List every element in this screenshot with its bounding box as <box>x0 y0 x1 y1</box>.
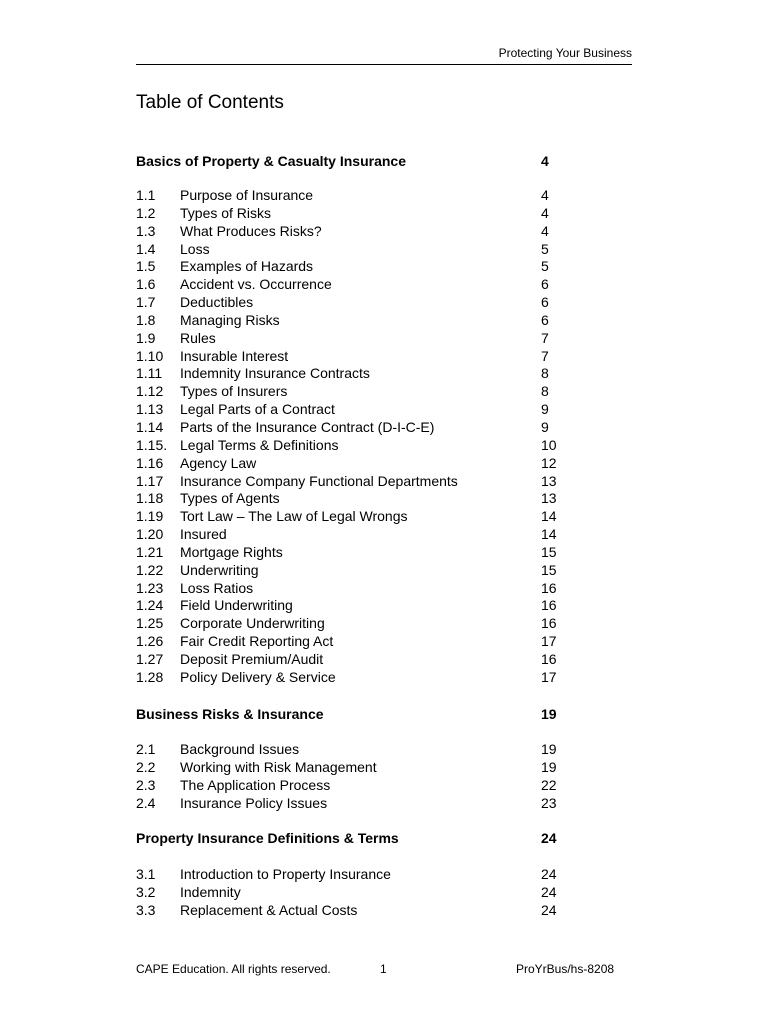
toc-entry-number: 1.25 <box>136 615 164 632</box>
toc-entry <box>136 669 566 687</box>
toc-entry-page: 14 <box>541 508 557 525</box>
toc-entry-title: Types of Agents <box>180 490 280 507</box>
toc-entry-title: Loss Ratios <box>180 579 254 596</box>
toc-entry-number: 1.22 <box>136 561 164 578</box>
toc-entry-title: Fair Credit Reporting Act <box>180 633 334 650</box>
toc-entry-page: 12 <box>541 454 557 471</box>
toc-entry-title: What Produces Risks? <box>180 222 322 239</box>
page-title: Table of Contents <box>136 92 284 113</box>
toc-entry-title: Deductibles <box>180 294 254 311</box>
toc-entry-number: 1.19 <box>136 508 164 525</box>
toc-entry-page: 16 <box>541 597 557 614</box>
toc-entry-title: Legal Parts of a Contract <box>180 401 335 418</box>
section-title: Property Insurance Definitions & Terms <box>136 830 399 846</box>
toc-entry <box>136 795 566 813</box>
toc-entry-page: 24 <box>541 866 557 882</box>
toc-entry-title: Rules <box>180 329 216 346</box>
toc-entry-number: 1.11 <box>136 365 163 382</box>
toc-entry <box>136 866 566 884</box>
section-title: Business Risks & Insurance <box>136 706 324 722</box>
toc-entry-page: 6 <box>541 276 549 293</box>
toc-entry-page: 17 <box>541 633 557 650</box>
toc-entry <box>136 223 566 241</box>
toc-entry <box>136 205 566 223</box>
toc-entry <box>136 490 566 508</box>
section-page-number: 4 <box>541 153 549 169</box>
toc-entry-page: 7 <box>541 329 549 346</box>
toc-entry <box>136 401 566 419</box>
toc-entry <box>136 330 566 348</box>
toc-entry <box>136 580 566 598</box>
toc-entry-number: 1.27 <box>136 650 164 667</box>
toc-entry-number: 1.2 <box>136 204 156 221</box>
toc-entry <box>136 741 566 759</box>
toc-entry-page: 22 <box>541 776 557 793</box>
toc-entry-number: 1.7 <box>136 294 156 311</box>
toc-entry-title: Tort Law – The Law of Legal Wrongs <box>180 508 408 525</box>
toc-entry-title: The Application Process <box>180 776 331 793</box>
toc-entry-number: 1.6 <box>136 276 156 293</box>
toc-entry <box>136 759 566 777</box>
toc-entry-number: 1.8 <box>136 311 156 328</box>
toc-entry-page: 8 <box>541 383 549 400</box>
toc-entry <box>136 294 566 312</box>
section-heading-2 <box>136 706 556 724</box>
toc-entry-number: 2.4 <box>136 794 156 811</box>
toc-entry-title: Working with Risk Management <box>180 758 377 775</box>
toc-list-section-2 <box>136 741 566 812</box>
toc-entry-title: Indemnity <box>180 883 241 900</box>
toc-entry-number: 2.2 <box>136 758 156 775</box>
toc-entry-page: 19 <box>541 758 557 775</box>
footer-copyright: CAPE Education. All rights reserved. <box>136 962 331 976</box>
toc-entry-number: 1.16 <box>136 454 164 471</box>
toc-entry <box>136 544 566 562</box>
toc-entry-number: 1.24 <box>136 597 164 614</box>
toc-entry-number: 1.4 <box>136 240 156 257</box>
toc-entry-title: Parts of the Insurance Contract (D-I-C-E) <box>180 418 435 435</box>
toc-entry-number: 3.3 <box>136 901 156 918</box>
toc-entry-page: 16 <box>541 650 557 667</box>
toc-entry <box>136 455 566 473</box>
toc-entry-title: Field Underwriting <box>180 597 293 614</box>
toc-entry-title: Legal Terms & Definitions <box>180 436 339 453</box>
toc-entry-page: 24 <box>541 901 557 918</box>
toc-entry-number: 1.12 <box>136 383 164 400</box>
page-footer <box>136 962 636 978</box>
section-title: Basics of Property & Casualty Insurance <box>136 153 406 169</box>
toc-entry <box>136 419 566 437</box>
toc-entry <box>136 884 566 902</box>
toc-entry-number: 1.17 <box>136 472 164 489</box>
toc-entry-title: Managing Risks <box>180 311 280 328</box>
toc-entry-title: Purpose of Insurance <box>180 187 314 203</box>
toc-entry-page: 24 <box>541 883 557 900</box>
toc-entry <box>136 241 566 259</box>
toc-entry-page: 17 <box>541 668 557 685</box>
toc-entry-page: 4 <box>541 187 549 203</box>
toc-entry-title: Mortgage Rights <box>180 543 283 560</box>
toc-entry <box>136 508 566 526</box>
toc-entry-page: 8 <box>541 365 549 382</box>
toc-entry-page: 5 <box>541 240 549 257</box>
toc-entry-title: Examples of Hazards <box>180 258 314 275</box>
toc-list-section-3 <box>136 866 566 920</box>
toc-entry-number: 1.9 <box>136 329 156 346</box>
toc-entry <box>136 365 566 383</box>
toc-entry-number: 1.3 <box>136 222 156 239</box>
toc-entry-page: 4 <box>541 204 549 221</box>
toc-entry <box>136 526 566 544</box>
toc-entry <box>136 437 566 455</box>
toc-entry <box>136 473 566 491</box>
toc-entry-number: 2.3 <box>136 776 156 793</box>
toc-entry-title: Insurance Policy Issues <box>180 794 328 811</box>
running-header-title: Protecting Your Business <box>498 46 632 60</box>
toc-entry-title: Replacement & Actual Costs <box>180 901 358 918</box>
section-heading-1 <box>136 153 556 171</box>
section-page-number: 24 <box>541 830 557 846</box>
toc-entry-number: 2.1 <box>136 741 156 757</box>
toc-entry-page: 16 <box>541 615 557 632</box>
toc-entry <box>136 615 566 633</box>
toc-entry-page: 9 <box>541 418 549 435</box>
toc-entry-page: 19 <box>541 741 557 757</box>
toc-entry <box>136 562 566 580</box>
toc-entry <box>136 258 566 276</box>
toc-entry-number: 1.23 <box>136 579 164 596</box>
toc-entry-number: 1.21 <box>136 543 164 560</box>
toc-entry-page: 5 <box>541 258 549 275</box>
toc-entry-title: Agency Law <box>180 454 257 471</box>
toc-entry-title: Types of Insurers <box>180 383 288 400</box>
toc-entry-number: 3.2 <box>136 883 156 900</box>
toc-entry-number: 1.15. <box>136 436 168 453</box>
toc-entry <box>136 348 566 366</box>
toc-list-section-1 <box>136 187 566 687</box>
toc-entry <box>136 651 566 669</box>
footer-doc-code: ProYrBus/hs-8208 <box>516 962 615 976</box>
toc-entry-title: Loss <box>180 240 210 257</box>
toc-entry-title: Underwriting <box>180 561 259 578</box>
toc-entry-title: Accident vs. Occurrence <box>180 276 332 293</box>
toc-entry-page: 7 <box>541 347 549 364</box>
toc-entry-number: 1.26 <box>136 633 164 650</box>
section-page-number: 19 <box>541 706 557 722</box>
toc-entry-title: Types of Risks <box>180 204 272 221</box>
page-header <box>136 44 632 65</box>
toc-entry-number: 1.1 <box>136 187 156 203</box>
toc-entry-number: 1.20 <box>136 526 164 543</box>
toc-entry-number: 1.28 <box>136 668 164 685</box>
toc-entry <box>136 276 566 294</box>
toc-entry-number: 1.18 <box>136 490 164 507</box>
toc-entry-title: Background Issues <box>180 741 300 757</box>
toc-entry-title: Introduction to Property Insurance <box>180 866 391 882</box>
toc-entry <box>136 597 566 615</box>
toc-entry-page: 4 <box>541 222 549 239</box>
toc-entry-title: Deposit Premium/Audit <box>180 650 324 667</box>
toc-entry-page: 13 <box>541 472 557 489</box>
toc-entry <box>136 383 566 401</box>
section-heading-3 <box>136 830 556 848</box>
toc-entry-number: 1.10 <box>136 347 164 364</box>
toc-entry-page: 6 <box>541 294 549 311</box>
toc-entry-page: 15 <box>541 561 557 578</box>
toc-entry <box>136 187 566 205</box>
toc-entry-number: 1.13 <box>136 401 164 418</box>
toc-entry-title: Corporate Underwriting <box>180 615 325 632</box>
toc-entry-page: 16 <box>541 579 557 596</box>
toc-entry-title: Insurance Company Functional Departments <box>180 472 458 489</box>
toc-entry-page: 9 <box>541 401 549 418</box>
toc-entry-title: Policy Delivery & Service <box>180 668 336 685</box>
toc-entry-title: Insured <box>180 526 227 543</box>
toc-entry-page: 14 <box>541 526 557 543</box>
toc-entry-page: 13 <box>541 490 557 507</box>
toc-entry <box>136 312 566 330</box>
toc-entry-number: 3.1 <box>136 866 156 882</box>
toc-entry-page: 6 <box>541 311 549 328</box>
toc-entry <box>136 902 566 920</box>
toc-entry-title: Indemnity Insurance Contracts <box>180 365 370 382</box>
toc-entry-number: 1.5 <box>136 258 156 275</box>
toc-entry-page: 15 <box>541 543 557 560</box>
toc-entry-page: 10 <box>541 436 557 453</box>
toc-entry <box>136 633 566 651</box>
footer-page-number: 1 <box>380 962 387 976</box>
toc-entry-page: 23 <box>541 794 557 811</box>
toc-entry <box>136 777 566 795</box>
toc-entry-title: Insurable Interest <box>180 347 289 364</box>
toc-entry-number: 1.14 <box>136 418 164 435</box>
